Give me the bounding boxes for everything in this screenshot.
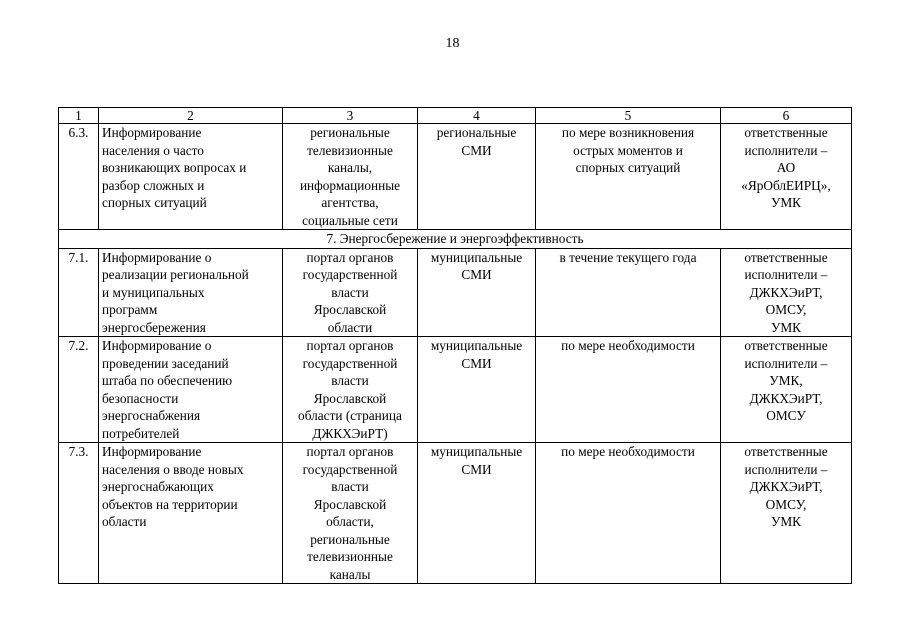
section-row <box>59 230 852 249</box>
table-row <box>59 443 852 584</box>
measure-description: Информирование о проведении заседаний штаба по обеспечению безопасности энергоснабжения потребителей <box>99 337 283 443</box>
measure-description: Информирование населения о вводе новых энергоснабжающих объектов на территории области <box>99 443 283 584</box>
measures-table <box>58 107 852 584</box>
responsible: ответственные исполнители – УМК, ДЖКХЭиРТ, ОМСУ <box>721 337 852 443</box>
page-number: 18 <box>445 36 460 51</box>
info-channel: портал органов государственной власти Ярославской области (страница ДЖКХЭиРТ) <box>283 337 418 443</box>
timing: по мере необходимости <box>536 443 721 584</box>
responsible: ответственные исполнители – ДЖКХЭиРТ, ОМСУ, УМК <box>721 443 852 584</box>
table-row <box>59 124 852 230</box>
responsible: ответственные исполнители – АО «ЯрОблЕИРЦ», УМК <box>721 124 852 230</box>
measure-description: Информирование населения о часто возникающих вопросах и разбор сложных и спорных ситуаций <box>99 124 283 230</box>
header-cell-3: 3 <box>283 108 418 124</box>
header-row <box>59 108 852 124</box>
info-channel: портал органов государственной власти Ярославской области <box>283 248 418 337</box>
header-cell-4: 4 <box>418 108 536 124</box>
table-row <box>59 337 852 443</box>
info-channel: региональные телевизионные каналы, информационные агентства, социальные сети <box>283 124 418 230</box>
header-cell-1: 1 <box>59 108 99 124</box>
row-number: 7.3. <box>59 443 99 584</box>
row-number: 6.3. <box>59 124 99 230</box>
header-cell-2: 2 <box>99 108 283 124</box>
row-number: 7.1. <box>59 248 99 337</box>
media-type: региональные СМИ <box>418 124 536 230</box>
responsible: ответственные исполнители – ДЖКХЭиРТ, ОМСУ, УМК <box>721 248 852 337</box>
table-row <box>59 248 852 337</box>
section-title: 7. Энергосбережение и энергоэффективность <box>59 230 852 249</box>
timing: по мере возникновения острых моментов и спорных ситуаций <box>536 124 721 230</box>
timing: в течение текущего года <box>536 248 721 337</box>
timing: по мере необходимости <box>536 337 721 443</box>
header-cell-6: 6 <box>721 108 852 124</box>
row-number: 7.2. <box>59 337 99 443</box>
header-cell-5: 5 <box>536 108 721 124</box>
measure-description: Информирование о реализации региональной и муниципальных программ энергосбережения <box>99 248 283 337</box>
info-channel: портал органов государственной власти Ярославской области, региональные телевизионные каналы <box>283 443 418 584</box>
media-type: муниципальные СМИ <box>418 337 536 443</box>
media-type: муниципальные СМИ <box>418 443 536 584</box>
media-type: муниципальные СМИ <box>418 248 536 337</box>
